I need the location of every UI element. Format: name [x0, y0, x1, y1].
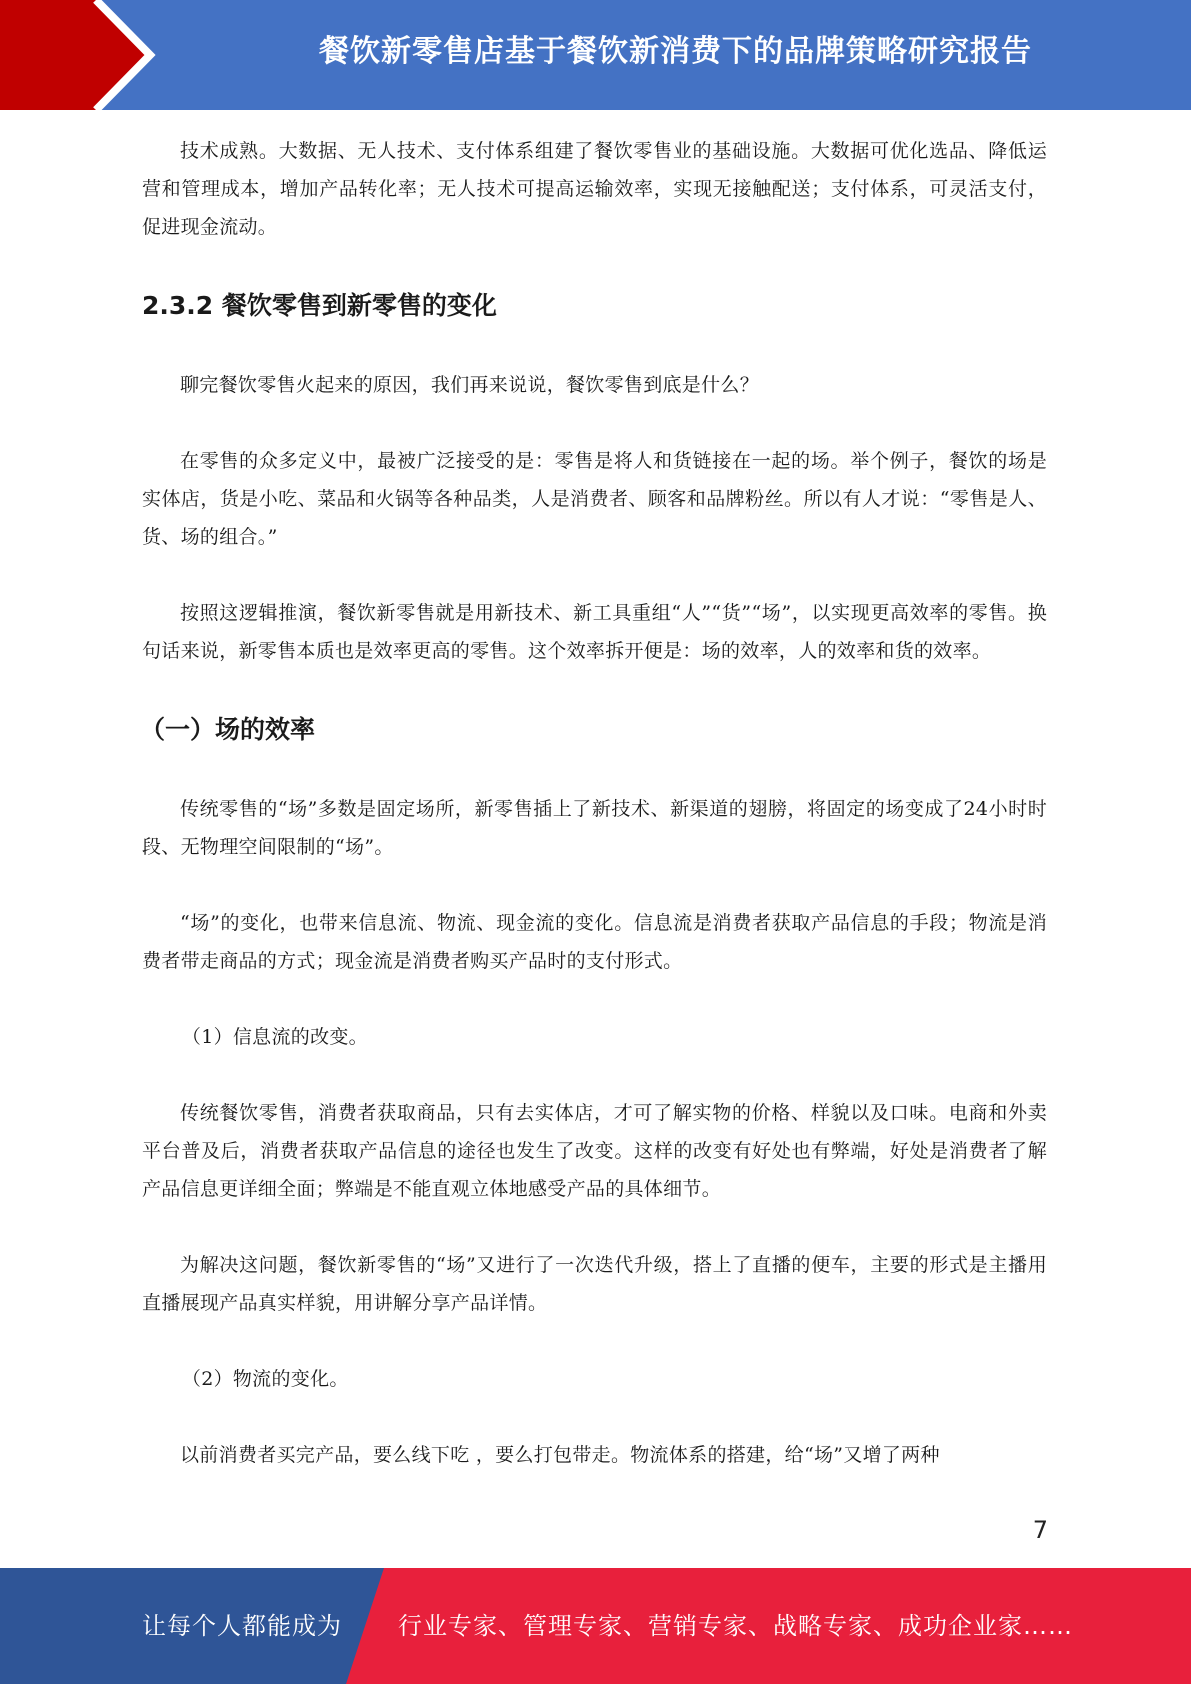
paragraph: “场”的变化，也带来信息流、物流、现金流的变化。信息流是消费者获取产品信息的手段；物流是消费者带走商品的方式；现金流是消费者购买产品时的支付形式。 — [142, 912, 1047, 972]
paragraph: 传统餐饮零售，消费者获取商品，只有去实体店，才可了解实物的价格、样貌以及口味。电商和外卖平台普及后，消费者获取产品信息的途径也发生了改变。这样的改变有好处也有弊端，好处是消费者了解产品信息更详细全面；弊端是不能直观立体地感受产品的具体细节。 — [142, 1102, 1047, 1200]
footer-slogan-left: 让每个人都能成为 — [142, 1612, 342, 1640]
paragraph: 在零售的众多定义中，最被广泛接受的是：零售是将人和货链接在一起的场。举个例子，餐饮的场是实体店，货是小吃、菜品和火锅等各种品类，人是消费者、顾客和品牌粉丝。所以有人才说：“零售是人、货、场的组合。” — [142, 450, 1047, 548]
chevron-arrow-icon — [0, 0, 160, 110]
paragraph: 以前消费者买完产品，要么线下吃 ，要么打包带走。物流体系的搭建，给“场”又增了两种 — [180, 1444, 940, 1466]
paragraph: 传统零售的“场”多数是固定场所，新零售插上了新技术、新渠道的翅膀，将固定的场变成了24小时时段、无物理空间限制的“场”。 — [142, 798, 1047, 858]
footer-slogan-right: 行业专家、管理专家、营销专家、战略专家、成功企业家…… — [398, 1612, 1073, 1640]
document-body — [142, 132, 1047, 1474]
paragraph: 聊完餐饮零售火起来的原因，我们再来说说，餐饮零售到底是什么？ — [180, 374, 760, 396]
subsection-heading: （一）场的效率 — [140, 715, 316, 744]
paragraph: 技术成熟。大数据、无人技术、支付体系组建了餐饮零售业的基础设施。大数据可优化选品、降低运营和管理成本，增加产品转化率；无人技术可提高运输效率，实现无接触配送；支付体系，可灵活支付，促进现金流动。 — [142, 140, 1047, 238]
paragraph: 按照这逻辑推演，餐饮新零售就是用新技术、新工具重组“人”“货”“场”，以实现更高效率的零售。换句话来说，新零售本质也是效率更高的零售。这个效率拆开便是：场的效率，人的效率和货的效率。 — [142, 602, 1047, 662]
paragraph: 为解决这问题，餐饮新零售的“场”又进行了一次迭代升级，搭上了直播的便车，主要的形式是主播用直播展现产品真实样貌，用讲解分享产品详情。 — [142, 1254, 1047, 1314]
page-number: 7 — [1032, 1516, 1048, 1544]
section-heading: 2.3.2 餐饮零售到新零售的变化 — [142, 291, 497, 320]
list-item: （1）信息流的改变。 — [181, 1026, 368, 1048]
page-footer — [0, 1568, 1191, 1684]
page-header — [0, 0, 1191, 110]
list-item: （2）物流的变化。 — [181, 1368, 349, 1390]
report-title: 餐饮新零售店基于餐饮新消费下的品牌策略研究报告 — [319, 34, 1032, 69]
